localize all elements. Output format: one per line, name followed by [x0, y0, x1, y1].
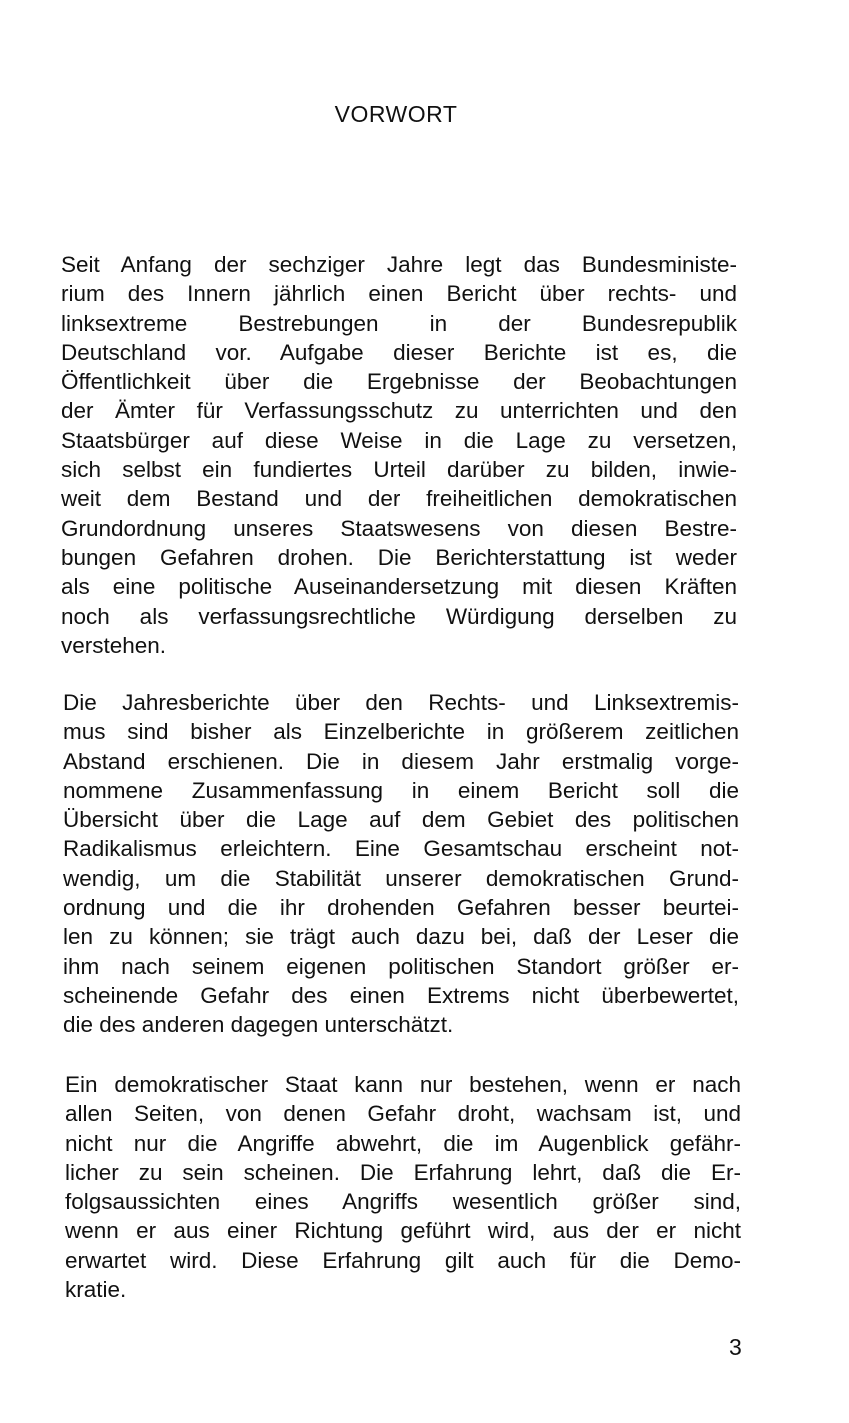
text-line: Seit Anfang der sechziger Jahre legt das Bundesministe- [61, 252, 737, 277]
text-line: bungen Gefahren drohen. Die Berichterstattung ist weder [61, 544, 737, 570]
text-line: ihm nach seinem eigenen politischen Standort größer er- [63, 953, 739, 979]
text-line: der Ämter für Verfassungsschutz zu unterrichten und den [61, 398, 737, 424]
text-line: nicht nur die Angriffe abwehrt, die im Augenblick gefähr- [65, 1130, 741, 1156]
text-line: verstehen. [61, 632, 167, 658]
text-line: allen Seiten, von denen Gefahr droht, wachsam ist, und [65, 1101, 741, 1127]
paragraph-1 [61, 250, 737, 660]
text-line: kratie. [65, 1277, 127, 1303]
text-line: linksextreme Bestrebungen in der Bundesrepublik [61, 310, 737, 336]
text-line: Die Jahresberichte über den Rechts- und Linksextremis- [63, 690, 739, 715]
text-line: weit dem Bestand und der freiheitlichen demokratischen [61, 486, 737, 512]
text-line: licher zu sein scheinen. Die Erfahrung lehrt, daß die Er- [65, 1159, 741, 1185]
text-line: scheinende Gefahr des einen Extrems nicht überbewertet, [63, 982, 739, 1008]
text-line: rium des Innern jährlich einen Bericht über rechts- und [61, 281, 737, 307]
text-line: noch als verfassungsrechtliche Würdigung derselben zu [61, 603, 737, 629]
text-line: Ein demokratischer Staat kann nur bestehen, wenn er nach [65, 1072, 741, 1097]
text-line: als eine politische Auseinandersetzung mit diesen Kräften [61, 574, 737, 600]
text-line: Staatsbürger auf diese Weise in die Lage zu versetzen, [61, 427, 737, 453]
text-line: Übersicht über die Lage auf dem Gebiet des politischen [63, 807, 739, 833]
text-line: Deutschland vor. Aufgabe dieser Berichte ist es, die [61, 339, 737, 365]
paragraph-2 [63, 688, 739, 1040]
page-number: 3 [729, 1334, 742, 1360]
text-line: Grundordnung unseres Staatswesens von diesen Bestre- [61, 515, 737, 541]
text-line: erwartet wird. Diese Erfahrung gilt auch für die Demo- [65, 1247, 741, 1273]
text-line: Abstand erschienen. Die in diesem Jahr erstmalig vorge- [63, 748, 739, 774]
text-line: die des anderen dagegen unterschätzt. [63, 1012, 454, 1038]
text-line: wendig, um die Stabilität unserer demokratischen Grund- [63, 865, 739, 891]
text-line: sich selbst ein fundiertes Urteil darüber zu bilden, inwie- [61, 457, 737, 483]
paragraph-3 [65, 1070, 741, 1304]
text-line: len zu können; sie trägt auch dazu bei, daß der Leser die [63, 924, 739, 950]
text-line: nommene Zusammenfassung in einem Bericht soll die [63, 777, 739, 803]
text-line: ordnung und die ihr drohenden Gefahren besser beurtei- [63, 895, 739, 921]
text-line: folgsaussichten eines Angriffs wesentlich größer sind, [65, 1189, 741, 1215]
text-line: Öffentlichkeit über die Ergebnisse der Beobachtungen [61, 369, 737, 395]
page-title: VORWORT [334, 101, 458, 127]
text-line: mus sind bisher als Einzelberichte in größerem zeitlichen [63, 719, 739, 745]
text-line: Radikalismus erleichtern. Eine Gesamtschau erscheint not- [63, 836, 739, 862]
text-line: wenn er aus einer Richtung geführt wird, aus der er nicht [65, 1218, 741, 1244]
